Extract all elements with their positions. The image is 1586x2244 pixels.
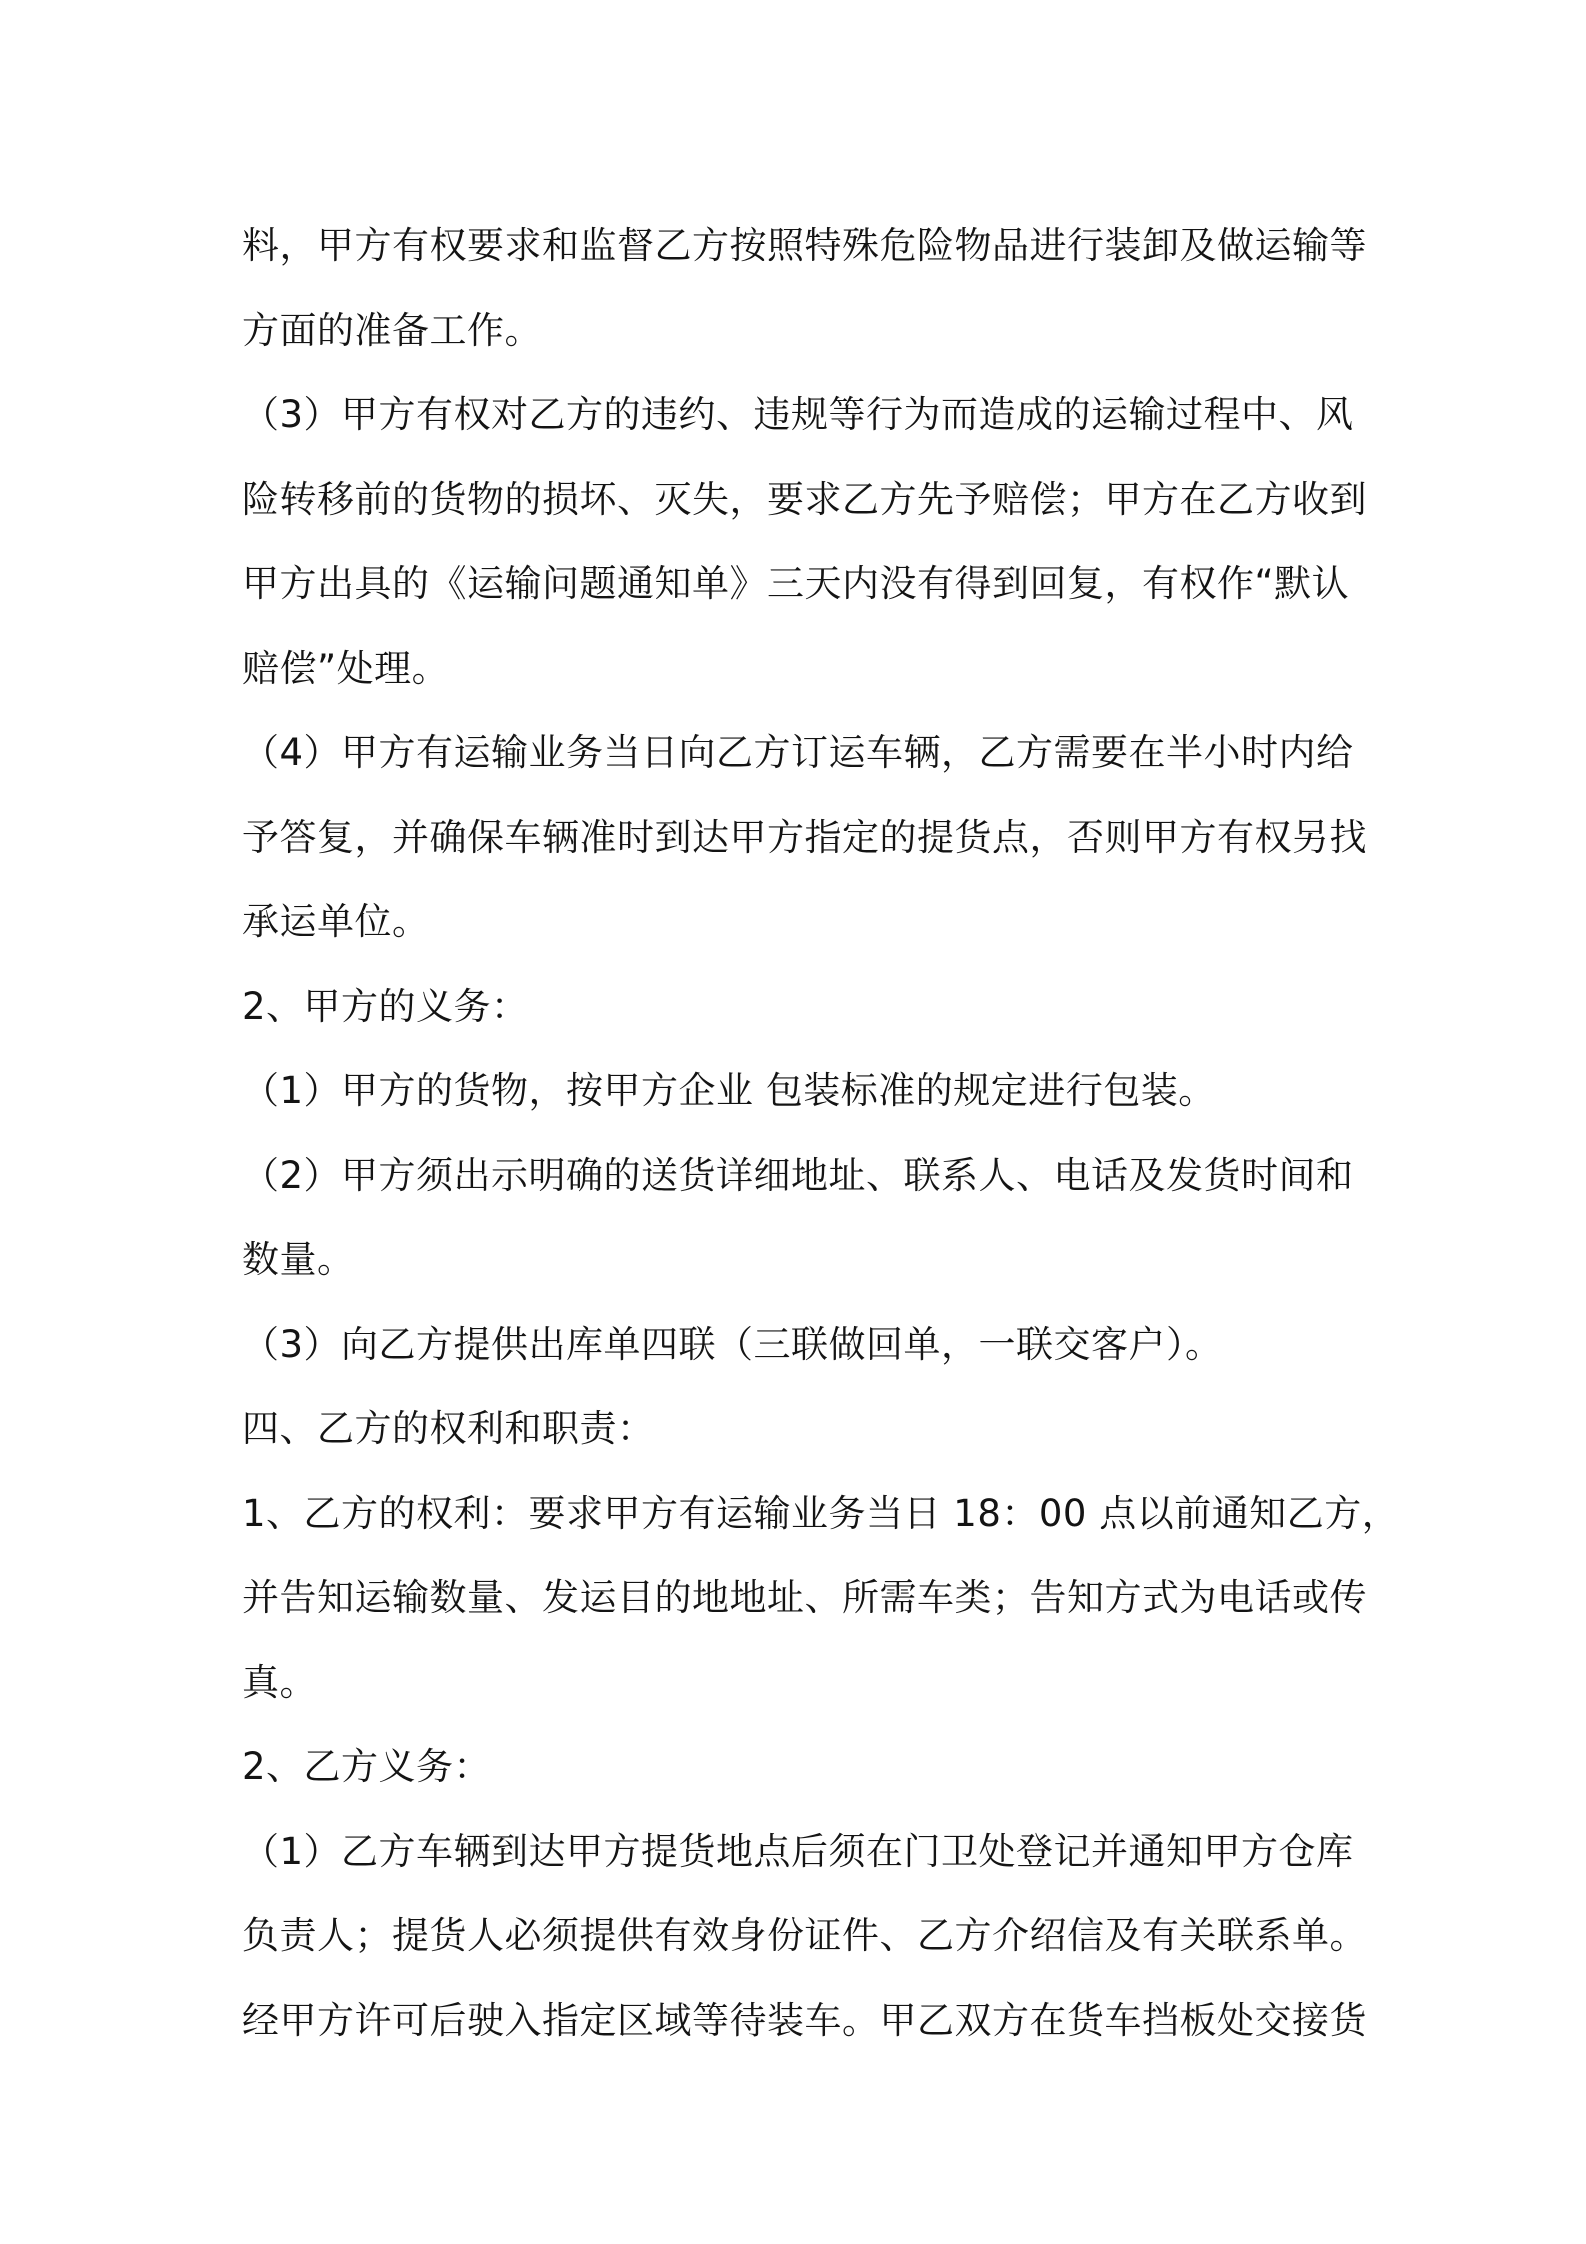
text-line: 经甲方许可后驶入指定区域等待装车。甲乙双方在货车挡板处交接货 (242, 1998, 1367, 2042)
text-line: 真。 (242, 1660, 317, 1704)
text-line: 1、乙方的权利：要求甲方有运输业务当日 18：00 点以前通知乙方， (242, 1491, 1400, 1535)
text-line: （3）甲方有权对乙方的违约、违规等行为而造成的运输过程中、风 (242, 393, 1354, 436)
text-line: 赔偿”处理。 (242, 646, 450, 690)
text-line: （4）甲方有运输业务当日向乙方订运车辆，乙方需要在半小时内给 (242, 731, 1354, 774)
text-line: 数量。 (242, 1238, 355, 1281)
section-heading: 四、乙方的权利和职责： (242, 1407, 655, 1450)
text-line: （2）甲方须出示明确的送货详细地址、联系人、电话及发货时间和 (242, 1153, 1354, 1197)
text-line: （3）向乙方提供出库单四联（三联做回单，一联交客户）。 (242, 1322, 1223, 1366)
text-line: （1）甲方的货物，按甲方企业 包装标准的规定进行包装。 (242, 1069, 1216, 1112)
text-line: 甲方出具的《运输问题通知单》三天内没有得到回复，有权作“默认 (242, 562, 1350, 605)
text-line: （1）乙方车辆到达甲方提货地点后须在门卫处登记并通知甲方仓库 (242, 1829, 1354, 1873)
text-line: 负责人；提货人必须提供有效身份证件、乙方介绍信及有关联系单。 (242, 1914, 1367, 1957)
text-line: 承运单位。 (242, 900, 430, 943)
text-line: 并告知运输数量、发运目的地地址、所需车类；告知方式为电话或传 (242, 1576, 1367, 1619)
text-line: 予答复，并确保车辆准时到达甲方指定的提货点，否则甲方有权另找 (242, 815, 1367, 859)
document-body (242, 204, 1400, 2063)
text-line: 险转移前的货物的损坏、灭失，要求乙方先予赔偿；甲方在乙方收到 (242, 477, 1367, 521)
section-heading: 2、甲方的义务： (242, 984, 529, 1028)
section-heading: 2、乙方义务： (242, 1745, 492, 1788)
text-line: 料，甲方有权要求和监督乙方按照特殊危险物品进行装卸及做运输等 (242, 224, 1367, 267)
text-line: 方面的准备工作。 (242, 308, 542, 352)
